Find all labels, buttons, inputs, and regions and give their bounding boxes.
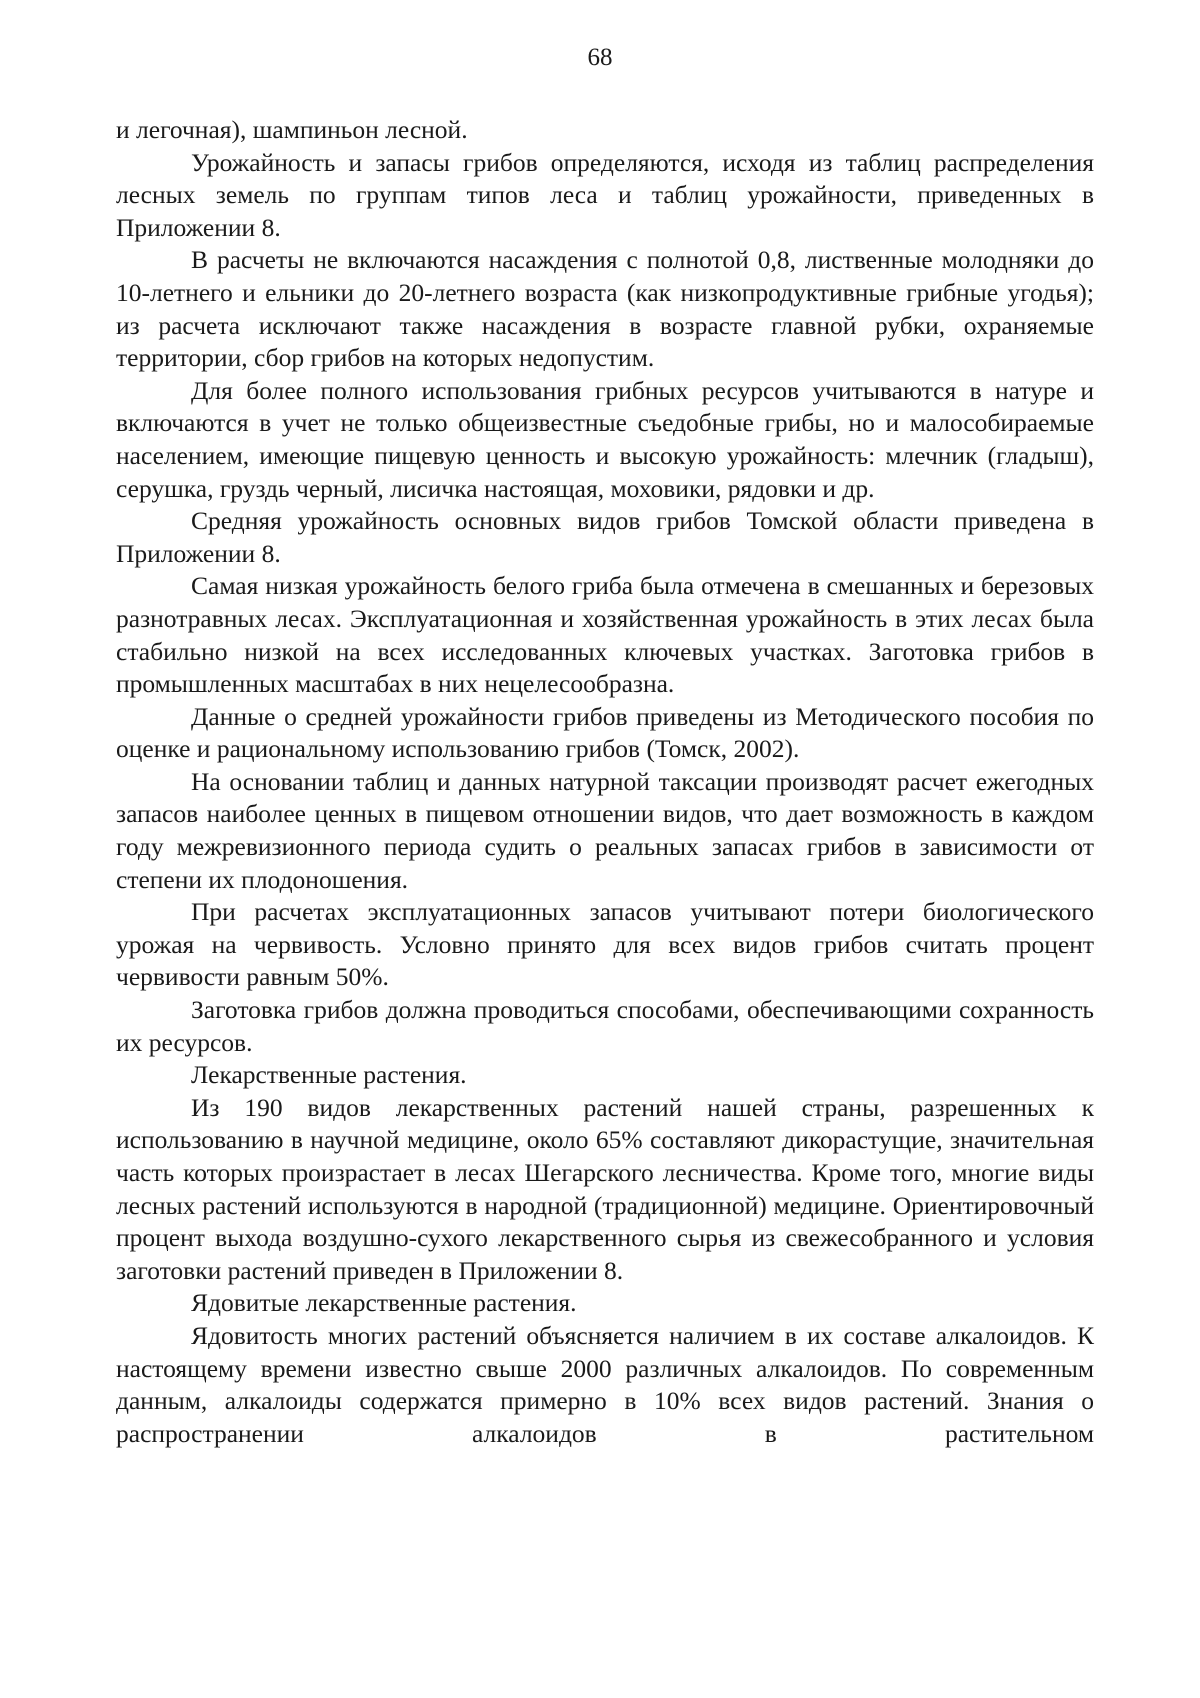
body-text [116, 114, 1094, 1450]
paragraph-lowest-yield: Самая низкая урожайность белого гриба была отмечена в смешанных и березовых разнотравных лесах. Эксплуатационная и хозяйственная урожайность в этих лесах была стабильно низкой на всех исследованных ключевых участках. Заготовка грибов в промышленных масштабах в них нецелесообразна. [116, 571, 1094, 699]
paragraph-harvesting-methods: Заготовка грибов должна проводиться способами, обеспечивающими сохранность их ресурсов. [116, 995, 1094, 1057]
paragraph-alkaloids: Ядовитость многих растений объясняется наличием в их составе алкалоидов. К настоящему времени известно свыше 2000 различных алкалоидов. По современным данным, алкалоиды содержатся примерно в 10% всех видов растений. Знания о распространении алкалоидов в растительном [116, 1320, 1094, 1448]
paragraph-wormy-losses: При расчетах эксплуатационных запасов учитывают потери биологического урожая на червивость. Условно принято для всех видов грибов считать процент червивости равным 50%. [116, 897, 1094, 992]
paragraph-excluded-stands: В расчеты не включаются насаждения с полнотой 0,8, лиственные молодняки до 10-летнего и ельники до 20-летнего возраста (как низкопродуктивные грибные угодья); из расчета исключают также насаждения в возрасте главной рубки, охраняемые территории, сбор грибов на которых недопустим. [116, 245, 1094, 373]
paragraph-annual-reserves: На основании таблиц и данных натурной таксации производят расчет ежегодных запасов наиболее ценных в пищевом отношении видов, что дает возможность в каждом году межревизионного периода судить о реальных запасах грибов в зависимости от степени их плодоношения. [116, 766, 1094, 894]
paragraph-average-yield: Средняя урожайность основных видов грибов Томской области приведена в Приложении 8. [116, 506, 1094, 568]
paragraph-yield-data-source: Данные о средней урожайности грибов приведены из Методического пособия по оценке и рациональному использованию грибов (Томск, 2002). [116, 701, 1094, 764]
paragraph-medicinal-plants: Из 190 видов лекарственных растений нашей страны, разрешенных к использованию в научной медицине, около 65% составляют дикорастущие, значительная часть которых произрастает в лесах Шегарского лесничества. Кроме того, многие виды лесных растений используются в народной (традиционной) медицине. Ориентировочный процент выхода воздушно-сухого лекарственного сырья из свежесобранного и условия заготовки растений приведен в Приложении 8. [116, 1092, 1094, 1285]
paragraph-mushroom-resources: Для более полного использования грибных ресурсов учитываются в натуре и включаются в учет не только общеизвестные съедобные грибы, но и малособираемые населением, имеющие пищевую ценность и высокую урожайность: млечник (гладыш), серушка, груздь черный, лисичка настоящая, моховики, рядовки и др. [116, 375, 1094, 503]
paragraph-continuation: и легочная), шампиньон лесной. [116, 115, 468, 144]
section-heading-medicinal-plants: Лекарственные растения. [191, 1060, 467, 1090]
page-number: 68 [587, 44, 613, 71]
section-heading-poisonous-plants: Ядовитые лекарственные растения. [191, 1288, 577, 1318]
paragraph-mushroom-yield-sources: Урожайность и запасы грибов определяются, исходя из таблиц распределения лесных земель по группам типов леса и таблиц урожайности, приведенных в Приложении 8. [116, 147, 1094, 242]
